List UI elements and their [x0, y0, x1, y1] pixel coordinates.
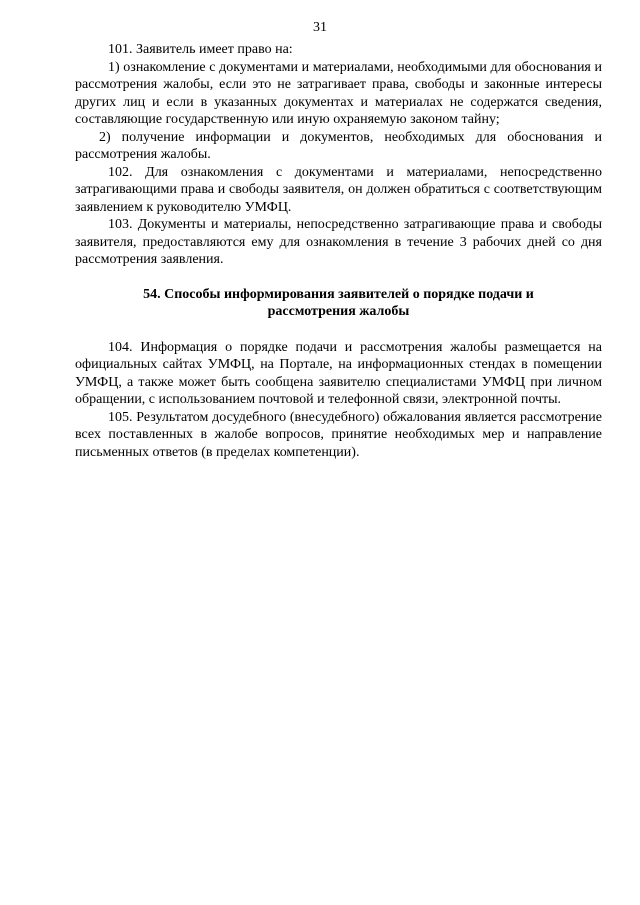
section-heading-line-1: 54. Способы информирования заявителей о порядке подачи и [143, 286, 534, 302]
page-number: 31 [313, 20, 327, 35]
paragraph-105: 105. Результатом досудебного (внесудебного) обжалования является рассмотрение всех поставленных в жалобе вопросов, принятие необходимых мер и направление письменных ответов (в пределах компетенции). [75, 409, 602, 460]
paragraph-101-item-1: 1) ознакомление с документами и материалами, необходимыми для обоснования и рассмотрения жалобы, если это не затрагивает права, свободы и законные интересы других лиц и если в указанных документах и материалах не содержатся сведения, составляющие государственную или иную охраняемую законом тайну; [75, 59, 602, 127]
paragraph-102: 102. Для ознакомления с документами и материалами, непосредственно затрагивающими права и свободы заявителя, он должен обратиться с соответствующим заявлением к руководителю УМФЦ. [75, 164, 602, 215]
section-heading [75, 286, 602, 321]
paragraph-101-item-2: 2) получение информации и документов, необходимых для обоснования и рассмотрения жалобы. [75, 129, 602, 162]
paragraph-101: 101. Заявитель имеет право на: [108, 42, 293, 57]
paragraph-103: 103. Документы и материалы, непосредственно затрагивающие права и свободы заявителя, предоставляются ему для ознакомления в течение 3 рабочих дней со дня рассмотрения заявления. [75, 217, 602, 267]
section-heading-line-2: рассмотрения жалобы [267, 304, 410, 319]
document-body [75, 41, 602, 461]
paragraph-104: 104. Информация о порядке подачи и рассмотрения жалобы размещается на официальных сайтах УМФЦ, на Портале, на информационных стендах в помещении УМФЦ, а также может быть сообщена заявителю специалистами УМФЦ при личном обращении, с использованием почтовой и телефонной связи, электронной почты. [75, 339, 602, 407]
